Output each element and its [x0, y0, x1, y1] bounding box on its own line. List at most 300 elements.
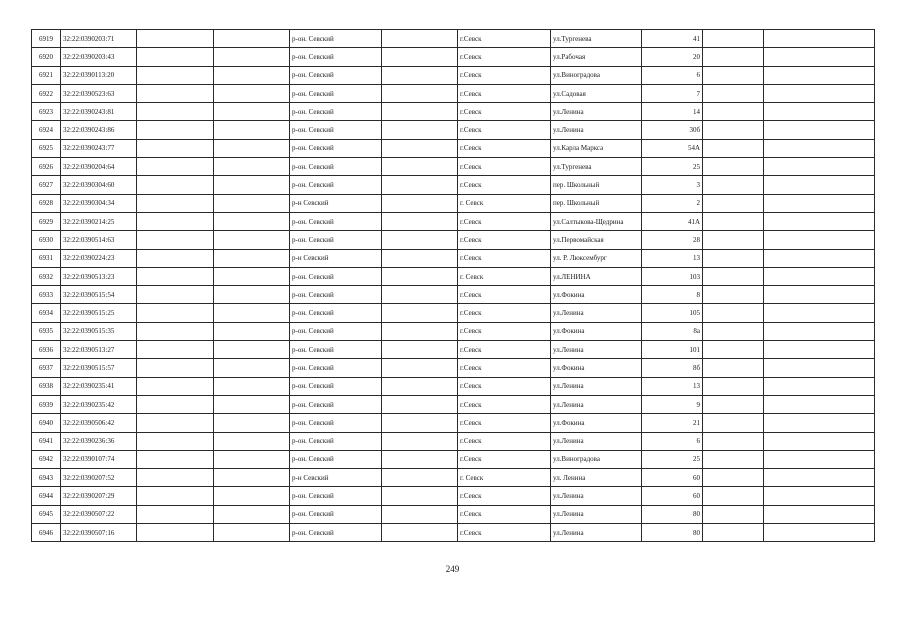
- empty-cell: [382, 414, 458, 432]
- district-cell: р-он. Севский: [290, 176, 382, 194]
- district-cell: р-он. Севский: [290, 30, 382, 48]
- street-cell: ул.Виноградова: [551, 450, 642, 468]
- empty-cell: [703, 304, 764, 322]
- street-cell: ул.Ленина: [551, 505, 642, 523]
- empty-cell: [137, 505, 214, 523]
- city-cell: г.Севск: [458, 176, 551, 194]
- empty-cell: [382, 84, 458, 102]
- city-cell: г.Севск: [458, 377, 551, 395]
- house-number-cell: 9: [642, 395, 703, 413]
- table-row: [32, 139, 875, 157]
- house-number-cell: 41: [642, 30, 703, 48]
- empty-cell: [214, 450, 290, 468]
- city-cell: г.Севск: [458, 212, 551, 230]
- empty-cell: [764, 341, 875, 359]
- empty-cell: [764, 194, 875, 212]
- cadastral-number-cell: 32:22:0390207:29: [61, 487, 137, 505]
- district-cell: р-он. Севский: [290, 121, 382, 139]
- empty-cell: [214, 84, 290, 102]
- house-number-cell: 80: [642, 524, 703, 542]
- empty-cell: [137, 414, 214, 432]
- street-cell: ул.Ленина: [551, 524, 642, 542]
- city-cell: г.Севск: [458, 66, 551, 84]
- district-cell: р-он. Севский: [290, 103, 382, 121]
- empty-cell: [214, 212, 290, 230]
- table-row: [32, 267, 875, 285]
- district-cell: р-н Севский: [290, 469, 382, 487]
- table-row: [32, 505, 875, 523]
- district-cell: р-он. Севский: [290, 432, 382, 450]
- district-cell: р-н Севский: [290, 249, 382, 267]
- empty-cell: [703, 194, 764, 212]
- empty-cell: [214, 414, 290, 432]
- empty-cell: [137, 212, 214, 230]
- empty-cell: [703, 249, 764, 267]
- empty-cell: [137, 432, 214, 450]
- page-number: 249: [445, 564, 460, 574]
- street-cell: ул.Садовая: [551, 84, 642, 102]
- empty-cell: [214, 524, 290, 542]
- empty-cell: [703, 176, 764, 194]
- empty-cell: [703, 30, 764, 48]
- empty-cell: [382, 322, 458, 340]
- row-number-cell: 6920: [32, 48, 61, 66]
- empty-cell: [214, 432, 290, 450]
- cadastral-number-cell: 32:22:0390515:57: [61, 359, 137, 377]
- empty-cell: [764, 121, 875, 139]
- empty-cell: [382, 48, 458, 66]
- cadastral-number-cell: 32:22:0390507:22: [61, 505, 137, 523]
- property-registry-table: [31, 29, 875, 542]
- row-number-cell: 6943: [32, 469, 61, 487]
- empty-cell: [764, 304, 875, 322]
- cadastral-number-cell: 32:22:0390203:43: [61, 48, 137, 66]
- house-number-cell: 21: [642, 414, 703, 432]
- city-cell: г.Севск: [458, 231, 551, 249]
- empty-cell: [703, 267, 764, 285]
- table-row: [32, 524, 875, 542]
- empty-cell: [703, 286, 764, 304]
- street-cell: ул.Фокина: [551, 286, 642, 304]
- district-cell: р-н Севский: [290, 194, 382, 212]
- house-number-cell: 14: [642, 103, 703, 121]
- empty-cell: [764, 322, 875, 340]
- row-number-cell: 6927: [32, 176, 61, 194]
- empty-cell: [137, 121, 214, 139]
- empty-cell: [382, 286, 458, 304]
- empty-cell: [382, 194, 458, 212]
- cadastral-number-cell: 32:22:0390235:42: [61, 395, 137, 413]
- empty-cell: [764, 505, 875, 523]
- cadastral-number-cell: 32:22:0390204:64: [61, 158, 137, 176]
- empty-cell: [137, 84, 214, 102]
- empty-cell: [137, 176, 214, 194]
- table-row: [32, 377, 875, 395]
- street-cell: ул.Тургенева: [551, 30, 642, 48]
- table-row: [32, 176, 875, 194]
- empty-cell: [382, 267, 458, 285]
- empty-cell: [137, 395, 214, 413]
- house-number-cell: 60: [642, 487, 703, 505]
- district-cell: р-он. Севский: [290, 139, 382, 157]
- city-cell: г.Севск: [458, 505, 551, 523]
- empty-cell: [703, 322, 764, 340]
- cadastral-number-cell: 32:22:0390113:20: [61, 66, 137, 84]
- district-cell: р-он. Севский: [290, 359, 382, 377]
- district-cell: р-он. Севский: [290, 84, 382, 102]
- street-cell: ул.Ленина: [551, 121, 642, 139]
- empty-cell: [214, 231, 290, 249]
- city-cell: г.Севск: [458, 322, 551, 340]
- cadastral-number-cell: 32:22:0390243:81: [61, 103, 137, 121]
- empty-cell: [764, 432, 875, 450]
- table-row: [32, 103, 875, 121]
- table-row: [32, 249, 875, 267]
- empty-cell: [382, 377, 458, 395]
- cadastral-number-cell: 32:22:0390304:60: [61, 176, 137, 194]
- registry-sheet: [31, 29, 875, 542]
- empty-cell: [703, 66, 764, 84]
- registry-table-body: [32, 30, 875, 542]
- city-cell: г.Севск: [458, 84, 551, 102]
- table-row: [32, 487, 875, 505]
- street-cell: ул. Р. Люксембург: [551, 249, 642, 267]
- empty-cell: [214, 48, 290, 66]
- table-row: [32, 158, 875, 176]
- empty-cell: [764, 158, 875, 176]
- empty-cell: [214, 139, 290, 157]
- empty-cell: [214, 304, 290, 322]
- cadastral-number-cell: 32:22:0390514:63: [61, 231, 137, 249]
- house-number-cell: 25: [642, 450, 703, 468]
- street-cell: ул.Фокина: [551, 414, 642, 432]
- table-row: [32, 231, 875, 249]
- empty-cell: [764, 176, 875, 194]
- empty-cell: [703, 139, 764, 157]
- city-cell: г.Севск: [458, 249, 551, 267]
- street-cell: ул.ЛЕНИНА: [551, 267, 642, 285]
- city-cell: г.Севск: [458, 30, 551, 48]
- empty-cell: [382, 359, 458, 377]
- empty-cell: [137, 231, 214, 249]
- empty-cell: [382, 212, 458, 230]
- row-number-cell: 6921: [32, 66, 61, 84]
- empty-cell: [137, 103, 214, 121]
- empty-cell: [382, 395, 458, 413]
- street-cell: ул. Ленина: [551, 469, 642, 487]
- row-number-cell: 6925: [32, 139, 61, 157]
- row-number-cell: 6945: [32, 505, 61, 523]
- empty-cell: [764, 450, 875, 468]
- house-number-cell: 8а: [642, 322, 703, 340]
- street-cell: ул.Ленина: [551, 304, 642, 322]
- row-number-cell: 6934: [32, 304, 61, 322]
- empty-cell: [703, 469, 764, 487]
- street-cell: ул.Ленина: [551, 103, 642, 121]
- cadastral-number-cell: 32:22:0390523:63: [61, 84, 137, 102]
- district-cell: р-он. Севский: [290, 267, 382, 285]
- table-row: [32, 194, 875, 212]
- empty-cell: [137, 66, 214, 84]
- cadastral-number-cell: 32:22:0390235:41: [61, 377, 137, 395]
- empty-cell: [214, 103, 290, 121]
- house-number-cell: 3: [642, 176, 703, 194]
- empty-cell: [137, 286, 214, 304]
- row-number-cell: 6926: [32, 158, 61, 176]
- row-number-cell: 6933: [32, 286, 61, 304]
- table-row: [32, 359, 875, 377]
- empty-cell: [382, 30, 458, 48]
- empty-cell: [214, 66, 290, 84]
- city-cell: г.Севск: [458, 341, 551, 359]
- row-number-cell: 6940: [32, 414, 61, 432]
- cadastral-number-cell: 32:22:0390203:71: [61, 30, 137, 48]
- empty-cell: [214, 505, 290, 523]
- empty-cell: [382, 304, 458, 322]
- street-cell: ул.Рабочая: [551, 48, 642, 66]
- row-number-cell: 6919: [32, 30, 61, 48]
- house-number-cell: 6: [642, 66, 703, 84]
- empty-cell: [137, 304, 214, 322]
- empty-cell: [137, 341, 214, 359]
- district-cell: р-он. Севский: [290, 395, 382, 413]
- district-cell: р-он. Севский: [290, 66, 382, 84]
- empty-cell: [382, 487, 458, 505]
- district-cell: р-он. Севский: [290, 322, 382, 340]
- empty-cell: [382, 103, 458, 121]
- house-number-cell: 105: [642, 304, 703, 322]
- empty-cell: [703, 487, 764, 505]
- row-number-cell: 6924: [32, 121, 61, 139]
- empty-cell: [382, 66, 458, 84]
- table-row: [32, 286, 875, 304]
- street-cell: ул.Фокина: [551, 322, 642, 340]
- empty-cell: [703, 414, 764, 432]
- empty-cell: [382, 158, 458, 176]
- street-cell: пер. Школьный: [551, 194, 642, 212]
- row-number-cell: 6946: [32, 524, 61, 542]
- city-cell: г. Севск: [458, 469, 551, 487]
- row-number-cell: 6923: [32, 103, 61, 121]
- empty-cell: [214, 158, 290, 176]
- house-number-cell: 25: [642, 158, 703, 176]
- row-number-cell: 6941: [32, 432, 61, 450]
- cadastral-number-cell: 32:22:0390243:86: [61, 121, 137, 139]
- empty-cell: [382, 121, 458, 139]
- empty-cell: [382, 176, 458, 194]
- empty-cell: [703, 103, 764, 121]
- district-cell: р-он. Севский: [290, 212, 382, 230]
- empty-cell: [137, 30, 214, 48]
- empty-cell: [764, 286, 875, 304]
- table-row: [32, 432, 875, 450]
- row-number-cell: 6937: [32, 359, 61, 377]
- city-cell: г. Севск: [458, 267, 551, 285]
- empty-cell: [382, 469, 458, 487]
- city-cell: г.Севск: [458, 48, 551, 66]
- empty-cell: [214, 267, 290, 285]
- empty-cell: [703, 212, 764, 230]
- city-cell: г.Севск: [458, 432, 551, 450]
- cadastral-number-cell: 32:22:0390515:25: [61, 304, 137, 322]
- city-cell: г.Севск: [458, 286, 551, 304]
- empty-cell: [382, 249, 458, 267]
- empty-cell: [764, 139, 875, 157]
- district-cell: р-он. Севский: [290, 505, 382, 523]
- empty-cell: [214, 359, 290, 377]
- empty-cell: [382, 341, 458, 359]
- empty-cell: [214, 249, 290, 267]
- table-row: [32, 414, 875, 432]
- empty-cell: [703, 450, 764, 468]
- district-cell: р-он. Севский: [290, 286, 382, 304]
- cadastral-number-cell: 32:22:0390513:27: [61, 341, 137, 359]
- empty-cell: [214, 194, 290, 212]
- empty-cell: [137, 359, 214, 377]
- house-number-cell: 8б: [642, 359, 703, 377]
- city-cell: г.Севск: [458, 524, 551, 542]
- house-number-cell: 103: [642, 267, 703, 285]
- empty-cell: [764, 414, 875, 432]
- house-number-cell: 101: [642, 341, 703, 359]
- street-cell: ул.Первомайская: [551, 231, 642, 249]
- empty-cell: [764, 66, 875, 84]
- empty-cell: [137, 469, 214, 487]
- street-cell: ул.Салтыкова-Щедрина: [551, 212, 642, 230]
- house-number-cell: 28: [642, 231, 703, 249]
- empty-cell: [703, 377, 764, 395]
- empty-cell: [214, 341, 290, 359]
- table-row: [32, 30, 875, 48]
- city-cell: г.Севск: [458, 121, 551, 139]
- empty-cell: [137, 48, 214, 66]
- empty-cell: [764, 103, 875, 121]
- cadastral-number-cell: 32:22:0390207:52: [61, 469, 137, 487]
- district-cell: р-он. Севский: [290, 524, 382, 542]
- city-cell: г.Севск: [458, 359, 551, 377]
- empty-cell: [703, 432, 764, 450]
- empty-cell: [764, 84, 875, 102]
- empty-cell: [137, 267, 214, 285]
- house-number-cell: 7: [642, 84, 703, 102]
- empty-cell: [703, 505, 764, 523]
- table-row: [32, 48, 875, 66]
- city-cell: г.Севск: [458, 103, 551, 121]
- empty-cell: [764, 469, 875, 487]
- empty-cell: [137, 524, 214, 542]
- house-number-cell: 41А: [642, 212, 703, 230]
- district-cell: р-он. Севский: [290, 231, 382, 249]
- house-number-cell: 54А: [642, 139, 703, 157]
- district-cell: р-он. Севский: [290, 414, 382, 432]
- row-number-cell: 6935: [32, 322, 61, 340]
- empty-cell: [137, 322, 214, 340]
- empty-cell: [764, 30, 875, 48]
- city-cell: г.Севск: [458, 395, 551, 413]
- district-cell: р-он. Севский: [290, 341, 382, 359]
- empty-cell: [382, 139, 458, 157]
- street-cell: ул.Виноградова: [551, 66, 642, 84]
- table-row: [32, 121, 875, 139]
- table-row: [32, 212, 875, 230]
- district-cell: р-он. Севский: [290, 450, 382, 468]
- empty-cell: [382, 505, 458, 523]
- table-row: [32, 341, 875, 359]
- empty-cell: [137, 249, 214, 267]
- table-row: [32, 322, 875, 340]
- row-number-cell: 6928: [32, 194, 61, 212]
- empty-cell: [703, 524, 764, 542]
- cadastral-number-cell: 32:22:0390506:42: [61, 414, 137, 432]
- row-number-cell: 6931: [32, 249, 61, 267]
- table-row: [32, 84, 875, 102]
- street-cell: ул.Ленина: [551, 377, 642, 395]
- empty-cell: [382, 231, 458, 249]
- cadastral-number-cell: 32:22:0390236:36: [61, 432, 137, 450]
- empty-cell: [214, 286, 290, 304]
- cadastral-number-cell: 32:22:0390507:16: [61, 524, 137, 542]
- empty-cell: [764, 524, 875, 542]
- house-number-cell: 60: [642, 469, 703, 487]
- empty-cell: [764, 487, 875, 505]
- cadastral-number-cell: 32:22:0390513:23: [61, 267, 137, 285]
- street-cell: ул.Ленина: [551, 341, 642, 359]
- street-cell: пер. Школьный: [551, 176, 642, 194]
- empty-cell: [214, 377, 290, 395]
- empty-cell: [703, 84, 764, 102]
- empty-cell: [703, 231, 764, 249]
- row-number-cell: 6922: [32, 84, 61, 102]
- city-cell: г.Севск: [458, 304, 551, 322]
- empty-cell: [214, 176, 290, 194]
- empty-cell: [137, 377, 214, 395]
- house-number-cell: 30б: [642, 121, 703, 139]
- empty-cell: [764, 267, 875, 285]
- house-number-cell: 20: [642, 48, 703, 66]
- table-row: [32, 66, 875, 84]
- empty-cell: [137, 158, 214, 176]
- city-cell: г.Севск: [458, 487, 551, 505]
- empty-cell: [137, 194, 214, 212]
- empty-cell: [703, 48, 764, 66]
- district-cell: р-он. Севский: [290, 377, 382, 395]
- empty-cell: [703, 121, 764, 139]
- street-cell: ул.Ленина: [551, 487, 642, 505]
- city-cell: г.Севск: [458, 158, 551, 176]
- empty-cell: [764, 395, 875, 413]
- district-cell: р-он. Севский: [290, 304, 382, 322]
- house-number-cell: 6: [642, 432, 703, 450]
- city-cell: г.Севск: [458, 450, 551, 468]
- empty-cell: [214, 469, 290, 487]
- empty-cell: [764, 359, 875, 377]
- cadastral-number-cell: 32:22:0390214:25: [61, 212, 137, 230]
- empty-cell: [764, 212, 875, 230]
- empty-cell: [764, 377, 875, 395]
- row-number-cell: 6944: [32, 487, 61, 505]
- table-row: [32, 469, 875, 487]
- empty-cell: [214, 30, 290, 48]
- empty-cell: [137, 450, 214, 468]
- street-cell: ул.Ленина: [551, 432, 642, 450]
- cadastral-number-cell: 32:22:0390107:74: [61, 450, 137, 468]
- row-number-cell: 6939: [32, 395, 61, 413]
- row-number-cell: 6932: [32, 267, 61, 285]
- city-cell: г. Севск: [458, 194, 551, 212]
- empty-cell: [137, 139, 214, 157]
- empty-cell: [764, 249, 875, 267]
- cadastral-number-cell: 32:22:0390515:35: [61, 322, 137, 340]
